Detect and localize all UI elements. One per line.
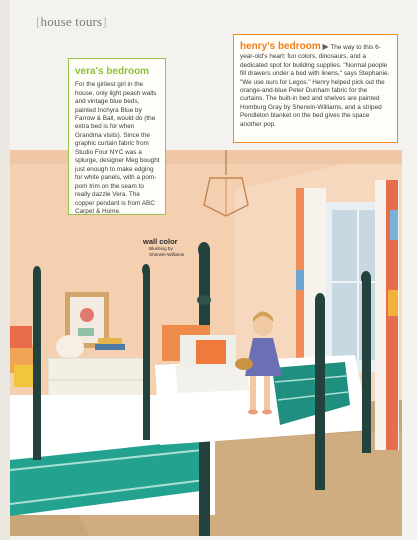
henry-bedroom-body: The way to this 6-year-old's heart: fun colors, dinosaurs, and a dedicated spot for building supplies. "Normal people fill drawers under a bed with linens," says Stephanie. "We use ours for Legos." Henry helped pick out the orange-and-blue Peter Dunham fabric for the curtains. The built-in bed and shelves are painted Homburg Gray by Sherwin-Williams, and a striped Pendleton blanket on the bed gives the space another pop. (240, 44, 390, 128)
vera-bedroom-callout (68, 58, 166, 215)
page-gutter (0, 0, 10, 540)
wall-color-paint-line1: Blushing by (149, 246, 173, 251)
vera-bedroom-body: For the girliest girl in the house, only light peach walls and vintage blue beds, painted Inchyra Blue by Farrow & Ball, would do (the extra bed is for when Grandma visits). Since the graphic curtain fabric from Studio Four NYC was a splurge, designer Meg bought just enough to make edging for white panels, with a pom-pom trim on the seam to really dazzle Vera. The copper pendant is from ABC Carpet & Home. (75, 81, 160, 215)
wall-color-paint-line2: Sherwin-Williams (149, 251, 185, 257)
header-close-bracket: ] (102, 14, 107, 29)
wall-color-label (143, 237, 184, 257)
wall-color-title: wall color (143, 237, 178, 246)
henry-bedroom-callout (233, 34, 398, 143)
vera-bedroom-title: vera's bedroom (75, 66, 150, 77)
henry-bedroom-title: henry's bedroom (240, 41, 321, 52)
section-header (36, 14, 107, 30)
header-open-bracket: [ (36, 14, 41, 29)
arrow-right-icon: ▶ (322, 42, 329, 51)
header-label: house tours (40, 14, 103, 29)
